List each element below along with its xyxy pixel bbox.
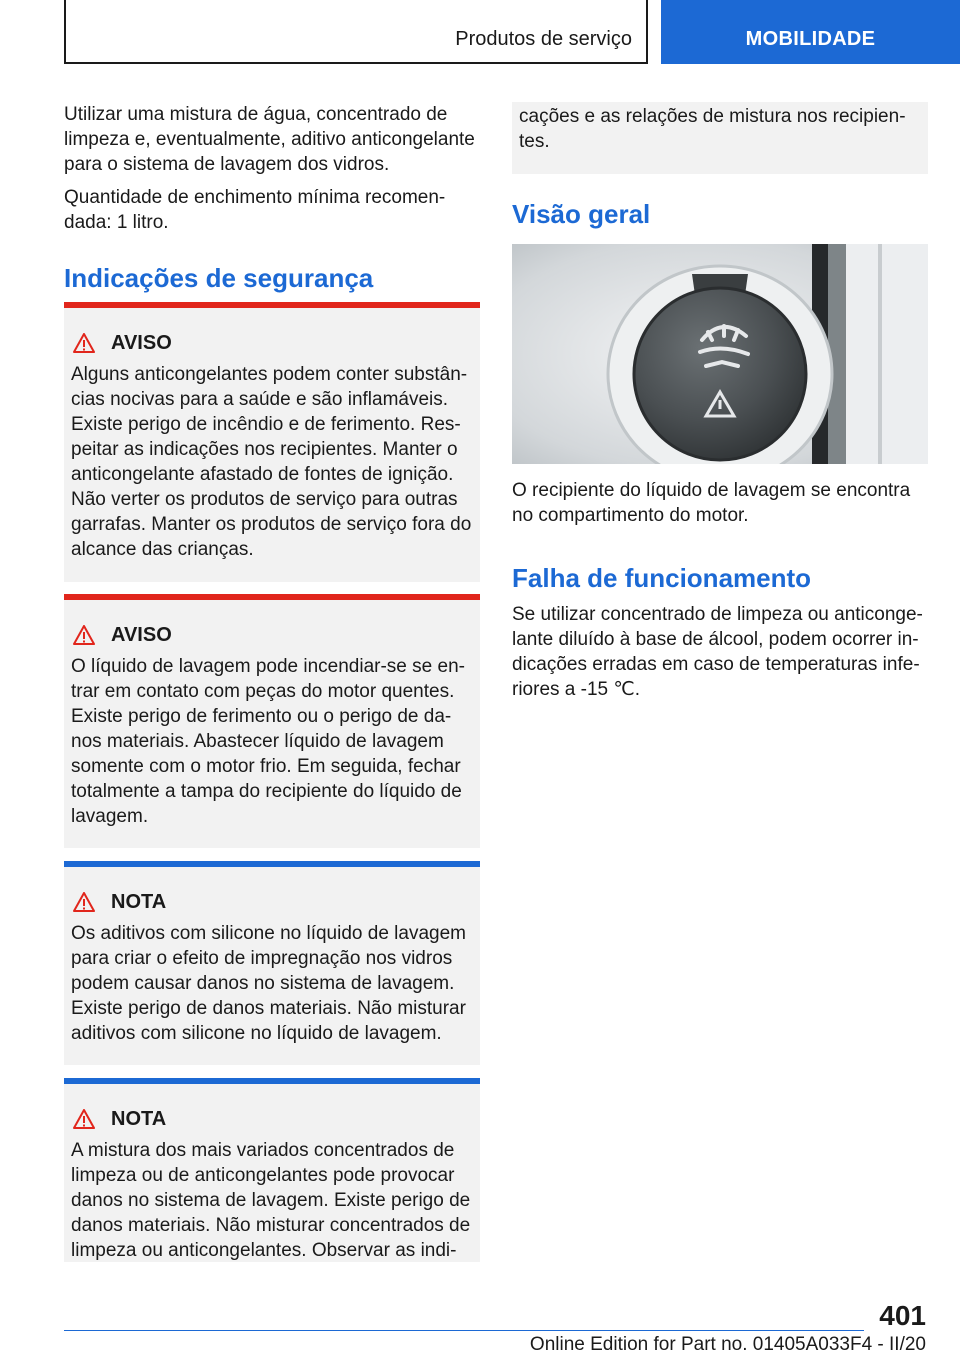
warning-text-1: Alguns anticongelantes podem conter substân-cias nocivas para a saúde e são inflamáveis. Existe perigo de incêndio e de ferimento. Res-peitar as indicações nos recipientes. Manter o anticongelante afastado de fontes de ignição. Não verter os produtos de serviço para outras garrafas. Manter os produtos de serviço fora do alcance das crianças. [71, 364, 472, 560]
intro-paragraph-1: Utilizar uma mistura de água, concentrado de limpeza e, eventualmente, aditivo anticongelante para o sistema de lavagem dos vidros. [64, 104, 475, 175]
malfunction-heading: Falha de funcionamento [512, 563, 812, 593]
warning-triangle-icon [73, 625, 95, 645]
warning-triangle-icon [73, 1109, 95, 1129]
left-intro [64, 102, 480, 243]
malfunction-text: Se utilizar concentrado de limpeza ou anticonge-lante diluído à base de álcool, podem ocorrer in-dicações erradas em caso de temperaturas infe-riores a -15 ℃. [512, 604, 923, 700]
photo-caption-text: O recipiente do líquido de lavagem se encontra no compartimento do motor. [512, 480, 911, 526]
photo-caption [512, 478, 928, 536]
washer-reservoir-photo [512, 244, 928, 464]
note-box-2 [64, 1078, 480, 1262]
warning-text-2: O líquido de lavagem pode incendiar-se se en-trar em contato com peças do motor quentes. Existe perigo de ferimento ou o perigo de da-nos materiais. Abastecer líquido de lavagem somente com o motor frio. Em seguida, fechar totalmente a tampa do recipiente do líquido de lavagem. [71, 656, 465, 827]
intro-paragraph-2: Quantidade de enchimento mínima recomen-dada: 1 litro. [64, 187, 446, 233]
header-chapter-tab[interactable] [661, 0, 960, 64]
header-section-box [64, 0, 648, 64]
note-title-1: NOTA [111, 890, 167, 913]
note-text-1: Os aditivos com silicone no líquido de lavagem para criar o efeito de impregnação nos vidros podem causar danos no sistema de lavagem. Existe perigo de danos materiais. Não misturar aditivos com silicone no líquido de lavagem. [71, 923, 466, 1044]
warning-box-1 [64, 302, 480, 582]
note-box-2-continued [512, 102, 928, 174]
warning-box-2 [64, 594, 480, 848]
warning-title-2: AVISO [111, 623, 172, 646]
note-title-2: NOTA [111, 1107, 167, 1130]
note-text-2: A mistura dos mais variados concentrados de limpeza ou de anticongelantes pode provocar danos no sistema de lavagem. Existe perigo de danos materiais. Não misturar concentrados de limpeza ou anticongelantes. Observar as indi- [71, 1140, 471, 1261]
header-chapter-label: MOBILIDADE [745, 28, 876, 50]
header-section-title: Produtos de serviço [455, 28, 632, 50]
footer-divider [64, 1330, 864, 1331]
overview-heading: Visão geral [512, 199, 651, 229]
warning-title-1: AVISO [111, 331, 172, 354]
note-box-1 [64, 861, 480, 1065]
safety-heading: Indicações de segurança [64, 263, 374, 293]
page-number: 401 [879, 1300, 926, 1331]
malfunction-body [512, 602, 928, 710]
footer-edition: Online Edition for Part no. 01405A033F4 - II/20 [529, 1334, 926, 1355]
warning-triangle-icon [73, 892, 95, 912]
warning-triangle-icon [73, 333, 95, 353]
note-text-2-continued: cações e as relações de mistura nos recipien-tes. [519, 106, 906, 152]
